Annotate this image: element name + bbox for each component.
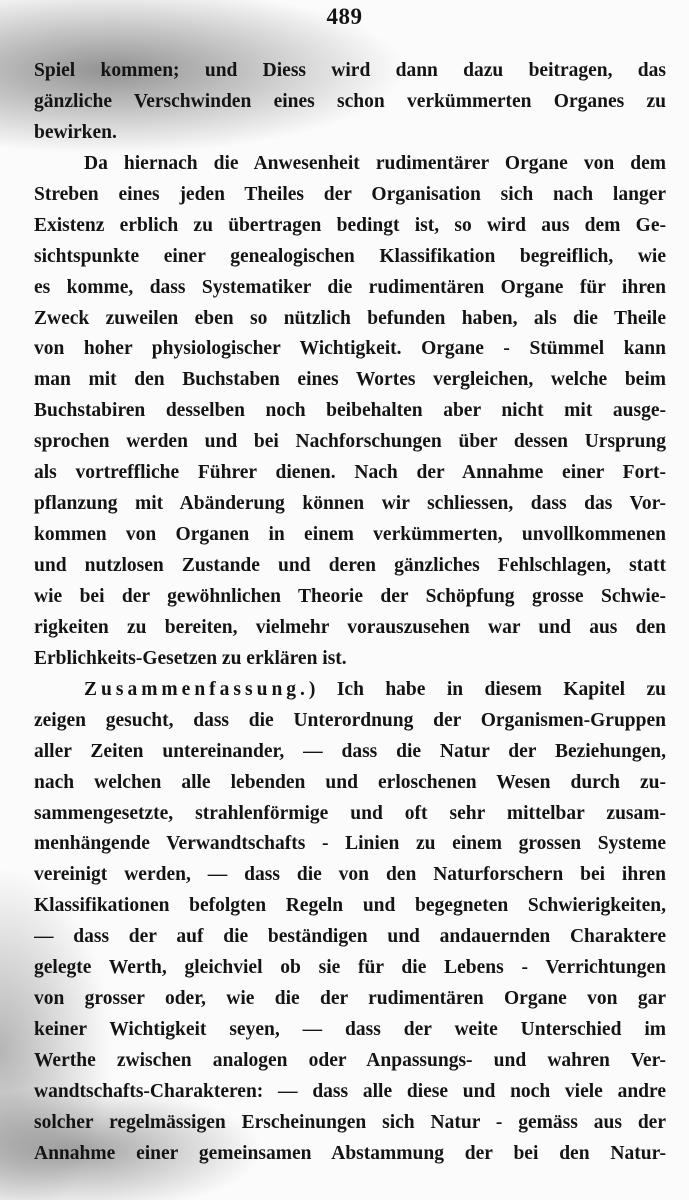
body-text bbox=[34, 56, 666, 1170]
text-line: Werthe zwischen analogen oder Anpassungs- und wahren Ver- bbox=[34, 1050, 666, 1071]
text-line: Erblichkeits-Gesetzen zu erklären ist. bbox=[34, 647, 347, 669]
text-line: bewirken. bbox=[34, 121, 117, 143]
text-line: kommen von Organen in einem verkümmerten, unvollkommenen bbox=[34, 524, 666, 546]
text-line: von hoher physiologischer Wichtigkeit. Organe - Stümmel kann bbox=[34, 338, 666, 360]
text-line: zeigen gesucht, dass die Unterordnung der Organismen-Gruppen bbox=[34, 709, 666, 731]
text-line: Buchstabiren desselben noch beibehalten aber nicht mit ausge- bbox=[34, 400, 666, 422]
text-line: es komme, dass Systematiker die rudimentären Organe für ihren bbox=[34, 276, 666, 298]
text-line: pflanzung mit Abänderung können wir schliessen, dass das Vor- bbox=[34, 493, 666, 515]
text-line: und nutzlosen Zustande und deren gänzliches Fehlschlagen, statt bbox=[34, 555, 666, 576]
text-line: von grosser oder, wie die der rudimentären Organe von gar bbox=[34, 988, 666, 1010]
text-line: gelegte Werth, gleichviel ob sie für die Lebens - Verrichtungen bbox=[34, 957, 666, 979]
text-line: menhängende Verwandtschafts - Linien zu einem grossen Systeme bbox=[34, 833, 666, 855]
text-line: gänzliche Verschwinden eines schon verkümmerten Organes zu bbox=[34, 90, 666, 112]
text-line: Streben eines jeden Theiles der Organisation sich nach langer bbox=[34, 183, 666, 205]
text-line: Annahme einer gemeinsamen Abstammung der bei den Natur- bbox=[34, 1142, 666, 1164]
text-line: Zusammenfassung.) Ich habe in diesem Kapitel zu bbox=[84, 678, 666, 700]
text-line: solcher regelmässigen Erscheinungen sich Natur - gemäss aus der bbox=[34, 1111, 666, 1133]
text-line: rigkeiten zu bereiten, vielmehr vorauszusehen war und aus den bbox=[34, 616, 666, 638]
text-line: sichtspunkte einer genealogischen Klassifikation begreiflich, wie bbox=[34, 245, 666, 267]
text-line: Spiel kommen; und Diess wird dann dazu beitragen, das bbox=[34, 60, 666, 81]
text-line: Zweck zuweilen eben so nützlich befunden haben, als die Theile bbox=[34, 307, 666, 329]
text-line: man mit den Buchstaben eines Wortes vergleichen, welche beim bbox=[34, 369, 666, 391]
text-line: aller Zeiten untereinander, — dass die Natur der Beziehungen, bbox=[34, 740, 666, 762]
text-line: Klassifikationen befolgten Regeln und begegneten Schwierigkeiten, bbox=[34, 895, 666, 917]
text-line: — dass der auf die beständigen und andauernden Charaktere bbox=[34, 926, 666, 948]
text-line: wandtschafts-Charakteren: — dass alle diese und noch viele andre bbox=[34, 1080, 666, 1102]
text-line: nach welchen alle lebenden und erloschenen Wesen durch zu- bbox=[34, 771, 666, 793]
text-line: als vortreffliche Führer dienen. Nach der Annahme einer Fort- bbox=[34, 462, 666, 484]
text-line: Da hiernach die Anwesenheit rudimentärer Organe von dem bbox=[84, 152, 666, 174]
text-line: keiner Wichtigkeit seyen, — dass der weite Unterschied im bbox=[34, 1019, 666, 1041]
page-number: 489 bbox=[326, 4, 363, 29]
text-line: wie bei der gewöhnlichen Theorie der Schöpfung grosse Schwie- bbox=[34, 585, 666, 607]
text-line: sammengesetzte, strahlenförmige und oft sehr mittelbar zusam- bbox=[34, 802, 666, 824]
text-line: vereinigt werden, — dass die von den Naturforschern bei ihren bbox=[34, 864, 666, 886]
text-line: Existenz erblich zu übertragen bedingt ist, so wird aus dem Ge- bbox=[34, 214, 666, 236]
text-line: sprochen werden und bei Nachforschungen über dessen Ursprung bbox=[34, 431, 666, 453]
